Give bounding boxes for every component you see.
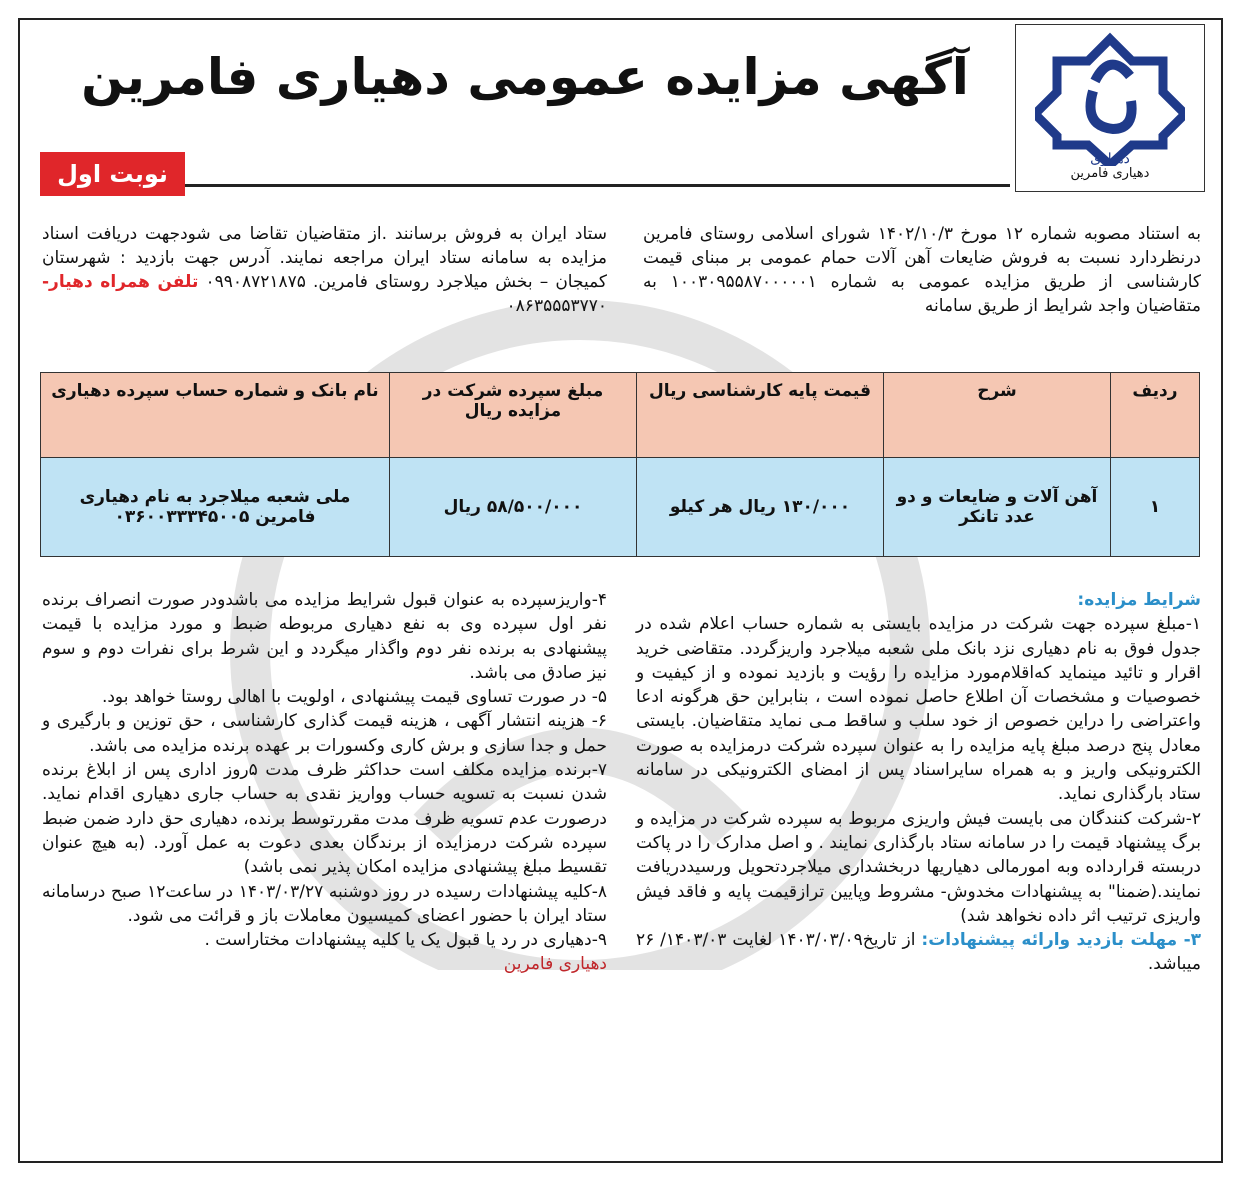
condition-item-4: ۴-واریزسپرده به عنوان قبول شرایط مزایده می باشدودر صورت انصراف برنده نفر اول سپرده وی به نفع دهیاری مربوطه ضبط و مورد مزایده با قیمت پیشنهادی به برنده نفر دوم واگذار میگردد و این شرط برای نفرات دوم و سوم نیز صادق می باشد. [42, 590, 607, 683]
condition-item-2: ۲-شرکت کنندگان می بایست فیش واریزی مربوط به سپرده شرکت در مزایده و برگ پیشنهاد قیمت را در سامانه ستاد بارگذاری نمایند . و اصل مدارک را در پاکت دربسته قرارداده وبه امورمالی دهیاریها دربخشداری میلاجردتحویل ورسیددریافت نمایند.(ضمنا" به پیشنهادات مخدوش- مشروط وپایین ترازقیمت پایه و فاقد فیش واریزی ترتیب اثر داده نخواهد شد) [636, 808, 1201, 926]
condition-item-7: ۷-برنده مزایده مکلف است حداکثر ظرف مدت ۵روز اداری پس از ابلاغ برنده شدن نسبت به تسویه حساب وواریز نقدی به حساب جاری دهیاری اقدام نماید. درصورت عدم تسویه ظرف مدت مقررتوسط برنده، دهیاری حق دارد ضمن ضبط سپرده شرکت درمزایده از برندگان بعدی دعوت به عمل آورد. (به هیچ عنوان تقسیط مبلغ پیشنهادی مزایده امکان پذیر نمی باشد) [42, 760, 608, 878]
cell-row-number: ۱ [1111, 458, 1200, 557]
conditions-right-column [636, 588, 1201, 977]
dehyari-emblem-icon [1035, 31, 1185, 166]
header-deposit: مبلغ سپرده شرکت در مزایده ریال [390, 373, 637, 458]
title-divider [185, 184, 1010, 187]
condition-item-8: ۸-کلیه پیشنهادات رسیده در روز دوشنبه ۱۴۰۳/۰۳/۲۷ در ساعت۱۲ صبح درسامانه ستاد ایران با حضور اعضای کمیسیون معاملات باز و قرائت می شود. [42, 881, 607, 926]
cell-bank-account: ملی شعبه میلاجرد به نام دهیاری فامرین ۰۳۶۰۰۳۳۳۴۵۰۰۵ [41, 458, 390, 557]
round-badge: نوبت اول [40, 152, 185, 196]
header-row-number: ردیف [1111, 373, 1200, 458]
intro-left-text: ستاد ایران به فروش برسانند .از متقاضیان تقاضا می شودجهت دریافت اسناد مزایده به سامانه ستاد ایران مراجعه نمایند. آدرس جهت بازدید : شهرستان کمیجان – بخش میلاجرد روستای فامرین. ۰۹۹۰۸۷۲۱۸۷۵ [42, 224, 608, 292]
logo-emblem-text: دهیاری [1090, 151, 1130, 166]
phone-number: ۰۸۶۳۵۵۵۳۷۷۰ [506, 296, 607, 316]
condition-item-3-text: از تاریخ۱۴۰۳/۰۳/۰۹ لغایت ۱۴۰۳/۰۳/ ۲۶ میباشد. [636, 930, 1201, 975]
logo-caption: دهیاری فامرین [1070, 166, 1150, 181]
table-header-row [41, 373, 1200, 458]
table-row [41, 458, 1200, 557]
condition-item-3 [636, 928, 1201, 977]
intro-paragraph-left [42, 222, 607, 318]
page-title: آگهی مزایده عمومی دهیاری فامرین [81, 48, 969, 106]
intro-paragraph-right: به استناد مصوبه شماره ۱۲ مورخ ۱۴۰۲/۱۰/۳ شورای اسلامی روستای فامرین درنظردارد نسبت به فروش ضایعات آهن آلات حمام عمومی بر مبنای قیمت کارشناسی از طریق مزایده عمومی به شماره ۱۰۰۳۰۹۵۵۸۷۰۰۰۰۰۱ به متقاضیان واجد شرایط از طریق سامانه [643, 224, 1201, 316]
header-base-price: قیمت پایه کارشناسی ریال [637, 373, 884, 458]
condition-item-3-label: ۳- مهلت بازدید وارائه پیشنهادات: [921, 930, 1202, 951]
condition-item-1: ۱-مبلغ سپرده جهت شرکت در مزایده بایستی به شماره حساب اعلام شده در جدول فوق به نام دهیاری نزد بانک ملی شعبه میلاجرد واریزگردد. متقاضی خرید اقرار و تائید مینماید که‌اقلام‌مورد مزایده را رؤیت و بازدید نموده و از کیفیت و خصوصیات و مشخصات آن اطلاع حاصل نموده است ، بنابراین حق هرگونه ادعا واعتراضی را دراین خصوص از خود سلب و ساقط مـی نماید متقاضیان. بایستی معادل پنج درصد مبلغ پایه مزایده را به عنوان سپرده شرکت درمزایده به صورت الکترونیکی واریز و به همراه سایراسناد پس از امضای الکترونیکی در سامانه ستاد بارگذاری نماید. [636, 614, 1201, 805]
conditions-left-column [42, 588, 607, 977]
condition-item-5: ۵- در صورت تساوی قیمت پیشنهادی ، اولویت با اهالی روستا خواهد بود. [101, 687, 607, 708]
header-bank-account: نام بانک و شماره حساب سپرده دهیاری [41, 373, 390, 458]
conditions-heading: شرایط مزایده: [1077, 590, 1201, 610]
cell-base-price: ۱۳۰/۰۰۰ ریال هر کیلو [637, 458, 884, 557]
cell-deposit: ۵۸/۵۰۰/۰۰۰ ریال [390, 458, 637, 557]
cell-description: آهن آلات و ضایعات و دو عدد تانکر [884, 458, 1111, 557]
header-description: شرح [884, 373, 1111, 458]
condition-item-6: ۶- هزینه انتشار آگهی ، هزینه قیمت گذاری کارشناسی ، حق توزین و بارگیری و حمل و جدا سازی و برش کاری وکسورات بر عهده برنده مزایده می باشد. [42, 711, 607, 756]
condition-item-9: ۹-دهیاری در رد یا قبول یک یا کلیه پیشنهادات مختاراست . [204, 930, 607, 951]
phone-label: تلفن همراه دهیار- [42, 272, 199, 292]
auction-table [40, 372, 1200, 557]
signature: دهیاری فامرین [503, 954, 607, 975]
logo-box [1015, 24, 1205, 192]
